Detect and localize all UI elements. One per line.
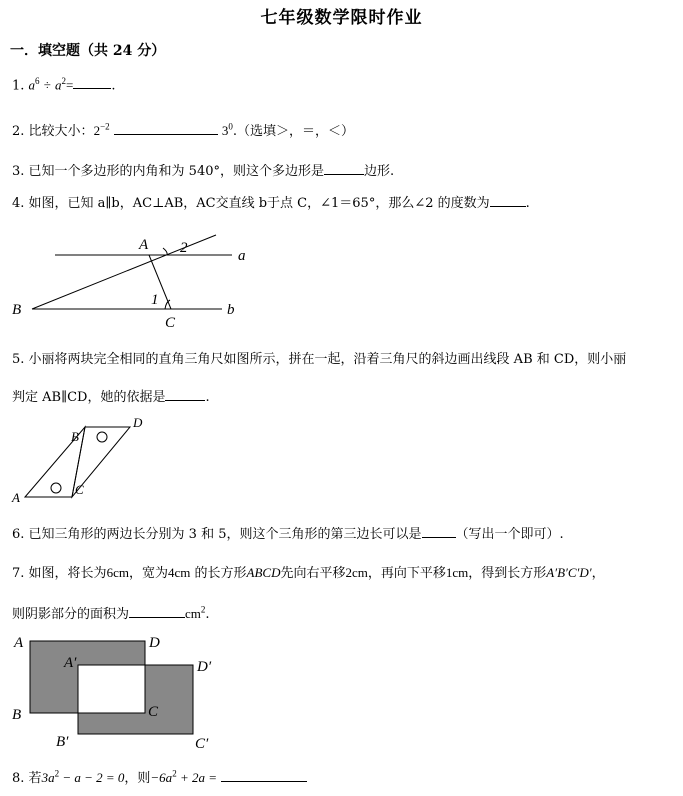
question-7-line-1 bbox=[12, 562, 605, 581]
label-point-a: A bbox=[139, 237, 149, 253]
question-2 bbox=[12, 120, 354, 139]
question-text: 的长方形 bbox=[194, 566, 247, 581]
exponent: 6 bbox=[35, 76, 40, 86]
question-number: 1. bbox=[12, 78, 25, 94]
answer-blank[interactable] bbox=[114, 122, 218, 135]
question-text: 先向右平移 bbox=[280, 566, 346, 581]
punctuation: . bbox=[205, 390, 210, 405]
question-number: 5. bbox=[12, 352, 25, 367]
page-title: 七年级数学限时作业 bbox=[260, 8, 423, 28]
angle-2-arc bbox=[163, 248, 167, 255]
label-point-c-prime: C′ bbox=[195, 736, 209, 752]
question-text: 则阴影部分的面积为 bbox=[12, 607, 130, 622]
label-point-c: C bbox=[148, 704, 159, 720]
exponent: −2 bbox=[100, 121, 110, 132]
question-text: ，则 bbox=[124, 771, 151, 786]
ruler-hole-lower bbox=[51, 483, 61, 493]
ruler-hole-upper bbox=[97, 432, 107, 442]
question-4 bbox=[12, 192, 530, 211]
question-text: ，宽为 bbox=[128, 566, 168, 581]
label-angle-1: 1 bbox=[151, 292, 159, 308]
math-term: − a − 2 = 0 bbox=[59, 770, 125, 785]
question-6 bbox=[12, 523, 564, 542]
question-number: 8. bbox=[12, 771, 25, 786]
question-number: 2. bbox=[12, 124, 25, 139]
answer-blank[interactable] bbox=[324, 162, 364, 175]
section-heading: 一．填空题（共 24 分） bbox=[10, 43, 166, 59]
question-1 bbox=[12, 76, 115, 93]
question-text: 小丽将两块完全相同的直角三角尺如图所示，拼在一起，沿着三角尺的斜边画出线段 AB 和 CD，则小丽 bbox=[28, 352, 627, 367]
question-text: 如图，已知 a∥b，AC⊥AB，AC交直线 b于点 C，∠1＝65°，那么∠2 的度数为 bbox=[28, 196, 490, 211]
exponent: 2 bbox=[61, 76, 66, 86]
answer-blank[interactable] bbox=[129, 605, 185, 618]
math-term: 6cm bbox=[106, 565, 129, 580]
math-term: a bbox=[54, 77, 62, 93]
figure-parallel-lines bbox=[0, 228, 683, 332]
figure-triangle-rulers bbox=[0, 410, 683, 510]
question-3 bbox=[12, 160, 394, 179]
question-text: （写出一个即可）. bbox=[455, 527, 564, 542]
answer-blank[interactable] bbox=[73, 76, 111, 89]
exponent: 2 bbox=[172, 768, 177, 779]
label-point-b-prime: B′ bbox=[56, 734, 69, 750]
question-5-line-2 bbox=[12, 386, 210, 405]
answer-blank[interactable] bbox=[221, 769, 307, 782]
label-point-b: B bbox=[12, 302, 22, 318]
math-term: 2cm bbox=[345, 565, 368, 580]
operator: = bbox=[65, 77, 74, 93]
question-text: ，得到长方形 bbox=[468, 566, 547, 581]
math-term: −6a bbox=[150, 770, 173, 785]
math-term: a bbox=[28, 77, 36, 93]
label-point-c: C bbox=[165, 315, 176, 331]
question-text: 边形. bbox=[364, 164, 395, 179]
exponent: 0 bbox=[228, 121, 233, 132]
question-8 bbox=[12, 767, 307, 786]
label-point-b: B bbox=[12, 707, 22, 723]
question-7-line-2 bbox=[12, 603, 210, 622]
answer-blank[interactable] bbox=[165, 388, 205, 401]
math-term: 3 bbox=[221, 123, 229, 138]
label-angle-2: 2 bbox=[180, 240, 188, 256]
question-text: 已知一个多边形的内角和为 540°，则这个多边形是 bbox=[28, 164, 324, 179]
answer-blank[interactable] bbox=[422, 525, 456, 538]
question-text: .（选填＞，＝，＜） bbox=[232, 124, 355, 139]
label-point-a: A bbox=[12, 490, 20, 505]
question-number: 4. bbox=[12, 196, 25, 211]
figure-translated-rectangles bbox=[0, 630, 683, 755]
math-term: cm bbox=[185, 606, 201, 621]
question-number: 3. bbox=[12, 164, 25, 179]
label-point-d: D bbox=[133, 415, 143, 430]
exponent: 2 bbox=[54, 768, 60, 779]
operator: ÷ bbox=[43, 77, 51, 93]
question-text: 判定 AB∥CD，她的依据是 bbox=[12, 390, 166, 405]
punctuation: . bbox=[525, 196, 530, 211]
math-term: 1cm bbox=[445, 565, 469, 580]
math-term: ABCD bbox=[246, 565, 281, 580]
punctuation: ， bbox=[591, 566, 605, 581]
math-term: + 2a = bbox=[176, 770, 217, 785]
question-5-line-1 bbox=[12, 348, 626, 367]
answer-blank[interactable] bbox=[490, 194, 526, 207]
question-text: 已知三角形的两边长分别为 3 和 5，则这个三角形的第三边长可以是 bbox=[28, 527, 422, 542]
math-term: 3a bbox=[41, 770, 55, 785]
math-term: 2 bbox=[93, 123, 101, 138]
question-number: 7. bbox=[12, 566, 25, 581]
punctuation: . bbox=[111, 78, 116, 94]
punctuation: . bbox=[205, 607, 210, 622]
question-text: ，再向下平移 bbox=[367, 566, 446, 581]
label-point-d-prime: D′ bbox=[197, 659, 212, 675]
overlap-region bbox=[78, 665, 145, 713]
question-number: 6. bbox=[12, 527, 25, 542]
question-text: 比较大小： bbox=[28, 124, 94, 139]
label-point-a: A bbox=[14, 635, 24, 651]
question-text: 如图，将长为 bbox=[28, 566, 107, 581]
label-point-d: D bbox=[149, 635, 160, 651]
label-line-a: a bbox=[238, 248, 246, 264]
label-line-b: b bbox=[227, 302, 235, 318]
label-point-b: B bbox=[71, 429, 79, 444]
math-term: 4cm bbox=[167, 565, 191, 580]
exponent: 2 bbox=[200, 604, 206, 615]
question-text: 若 bbox=[28, 771, 42, 786]
label-point-c: C bbox=[75, 482, 84, 497]
line-ab bbox=[32, 235, 216, 309]
label-point-a-prime: A′ bbox=[64, 655, 77, 671]
math-term: A′B′C′D′ bbox=[546, 565, 592, 580]
